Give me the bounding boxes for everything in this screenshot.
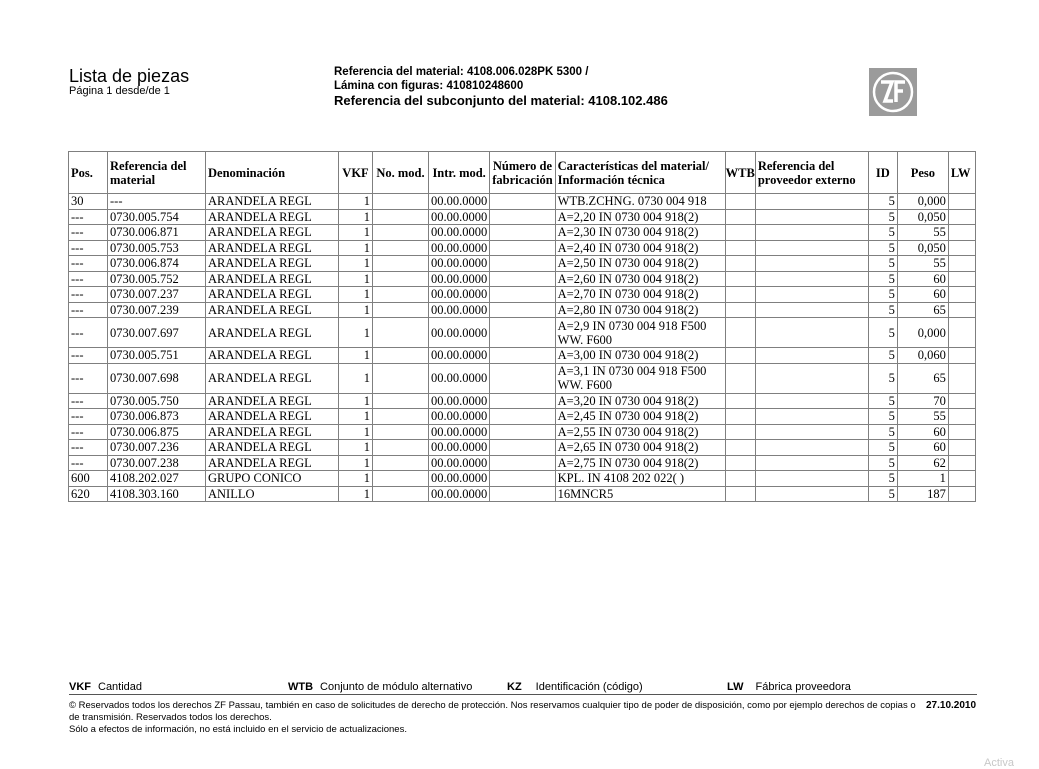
- table-row: [69, 209, 976, 225]
- cell-intr: 00.00.0000: [429, 486, 490, 502]
- cell-lw: [948, 363, 975, 393]
- cell-nfab: [490, 440, 555, 456]
- cell-prov: [755, 440, 868, 456]
- cell-vkf: 1: [339, 393, 373, 409]
- cell-wtb: [725, 348, 755, 364]
- cell-nfab: [490, 287, 555, 303]
- cell-vkf: 1: [339, 194, 373, 210]
- cell-vkf: 1: [339, 424, 373, 440]
- cell-pos: 620: [69, 486, 108, 502]
- table-row: [69, 424, 976, 440]
- cell-peso: 65: [897, 363, 948, 393]
- table-row: [69, 348, 976, 364]
- cell-vkf: 1: [339, 363, 373, 393]
- cell-intr: 00.00.0000: [429, 271, 490, 287]
- table-row: [69, 271, 976, 287]
- cell-car: A=2,9 IN 0730 004 918 F500 WW. F600: [555, 318, 725, 348]
- cell-prov: [755, 240, 868, 256]
- cell-nomod: [373, 486, 429, 502]
- table-row: [69, 256, 976, 272]
- cell-ref: 0730.005.753: [108, 240, 206, 256]
- legend-item-kz: KZ Identificación (código): [507, 681, 643, 693]
- cell-nfab: [490, 240, 555, 256]
- cell-ref: ---: [108, 194, 206, 210]
- legend-item-lw: LW Fábrica proveedora: [727, 681, 851, 693]
- zf-logo-icon: [869, 68, 917, 116]
- cell-lw: [948, 348, 975, 364]
- cell-car: A=2,30 IN 0730 004 918(2): [555, 225, 725, 241]
- cell-id: 5: [868, 363, 897, 393]
- cell-lw: [948, 424, 975, 440]
- table-row: [69, 194, 976, 210]
- table-row: [69, 318, 976, 348]
- cell-nfab: [490, 256, 555, 272]
- cell-wtb: [725, 318, 755, 348]
- cell-intr: 00.00.0000: [429, 256, 490, 272]
- legend-bar: [69, 681, 977, 695]
- col-intr-mod: Intr. mod.: [429, 152, 490, 194]
- cell-vkf: 1: [339, 225, 373, 241]
- cell-prov: [755, 256, 868, 272]
- col-characteristics: Características del material/ Información técnica: [555, 152, 725, 194]
- cell-lw: [948, 240, 975, 256]
- cell-ref: 0730.007.239: [108, 302, 206, 318]
- cell-lw: [948, 256, 975, 272]
- cell-id: 5: [868, 424, 897, 440]
- figure-sheet: Lámina con figuras: 410810248600: [334, 80, 524, 92]
- cell-den: ARANDELA REGL: [206, 363, 339, 393]
- cell-den: ARANDELA REGL: [206, 455, 339, 471]
- cell-wtb: [725, 471, 755, 487]
- cell-nfab: [490, 209, 555, 225]
- cell-id: 5: [868, 455, 897, 471]
- cell-wtb: [725, 424, 755, 440]
- cell-nomod: [373, 287, 429, 303]
- cell-den: ARANDELA REGL: [206, 287, 339, 303]
- col-lw: LW: [948, 152, 975, 194]
- col-no-mod: No. mod.: [373, 152, 429, 194]
- cell-ref: 4108.303.160: [108, 486, 206, 502]
- legend-item-vkf: VKF Cantidad: [69, 681, 143, 693]
- col-external-supplier-ref: Referencia del proveedor externo: [755, 152, 868, 194]
- cell-vkf: 1: [339, 287, 373, 303]
- cell-wtb: [725, 240, 755, 256]
- cell-prov: [755, 471, 868, 487]
- table-row: [69, 471, 976, 487]
- cell-peso: 62: [897, 455, 948, 471]
- cell-pos: ---: [69, 455, 108, 471]
- cell-id: 5: [868, 409, 897, 425]
- cell-intr: 00.00.0000: [429, 302, 490, 318]
- cell-den: ARANDELA REGL: [206, 209, 339, 225]
- cell-intr: 00.00.0000: [429, 240, 490, 256]
- cell-peso: 60: [897, 287, 948, 303]
- cell-den: ARANDELA REGL: [206, 240, 339, 256]
- cell-nomod: [373, 240, 429, 256]
- cell-den: ARANDELA REGL: [206, 409, 339, 425]
- cell-car: A=2,20 IN 0730 004 918(2): [555, 209, 725, 225]
- cell-lw: [948, 409, 975, 425]
- cell-pos: ---: [69, 209, 108, 225]
- cell-nomod: [373, 318, 429, 348]
- cell-ref: 0730.006.871: [108, 225, 206, 241]
- cell-wtb: [725, 194, 755, 210]
- cell-nomod: [373, 455, 429, 471]
- cell-wtb: [725, 271, 755, 287]
- cell-intr: 00.00.0000: [429, 225, 490, 241]
- cell-prov: [755, 363, 868, 393]
- cell-id: 5: [868, 287, 897, 303]
- cell-pos: ---: [69, 225, 108, 241]
- cell-den: ARANDELA REGL: [206, 440, 339, 456]
- cell-peso: 0,050: [897, 240, 948, 256]
- cell-nomod: [373, 209, 429, 225]
- cell-ref: 0730.007.237: [108, 287, 206, 303]
- cell-ref: 0730.005.752: [108, 271, 206, 287]
- cell-pos: ---: [69, 363, 108, 393]
- cell-nfab: [490, 225, 555, 241]
- cell-intr: 00.00.0000: [429, 318, 490, 348]
- cell-vkf: 1: [339, 209, 373, 225]
- cell-vkf: 1: [339, 318, 373, 348]
- col-vkf: VKF: [339, 152, 373, 194]
- cell-nfab: [490, 302, 555, 318]
- cell-pos: ---: [69, 287, 108, 303]
- cell-intr: 00.00.0000: [429, 287, 490, 303]
- cell-lw: [948, 440, 975, 456]
- cell-peso: 1: [897, 471, 948, 487]
- cell-den: ARANDELA REGL: [206, 348, 339, 364]
- cell-id: 5: [868, 225, 897, 241]
- cell-nfab: [490, 318, 555, 348]
- cell-ref: 0730.007.236: [108, 440, 206, 456]
- cell-ref: 0730.007.698: [108, 363, 206, 393]
- copyright-notice: © Reservados todos los derechos ZF Passau, también en caso de solicitudes de derecho de protección. Nos reservamos cualquier tipo de poder de disposición, como por ejemplo derechos de copias o de transmisión. Reservados todos los derechos.: [69, 700, 916, 723]
- cell-prov: [755, 486, 868, 502]
- cell-wtb: [725, 393, 755, 409]
- cell-vkf: 1: [339, 409, 373, 425]
- cell-id: 5: [868, 440, 897, 456]
- cell-nomod: [373, 271, 429, 287]
- cell-id: 5: [868, 256, 897, 272]
- cell-wtb: [725, 302, 755, 318]
- cell-car: A=2,65 IN 0730 004 918(2): [555, 440, 725, 456]
- cell-vkf: 1: [339, 455, 373, 471]
- table-row: [69, 440, 976, 456]
- cell-lw: [948, 393, 975, 409]
- cell-lw: [948, 471, 975, 487]
- cell-car: A=2,45 IN 0730 004 918(2): [555, 409, 725, 425]
- cell-intr: 00.00.0000: [429, 455, 490, 471]
- cell-nfab: [490, 194, 555, 210]
- legend-item-wtb: WTB Conjunto de módulo alternativo: [288, 681, 473, 693]
- cell-den: ARANDELA REGL: [206, 424, 339, 440]
- cell-ref: 0730.006.873: [108, 409, 206, 425]
- watermark: Activa: [984, 757, 1014, 769]
- cell-car: KPL. IN 4108 202 022( ): [555, 471, 725, 487]
- cell-lw: [948, 225, 975, 241]
- cell-nomod: [373, 424, 429, 440]
- cell-prov: [755, 194, 868, 210]
- cell-den: ARANDELA REGL: [206, 194, 339, 210]
- cell-id: 5: [868, 240, 897, 256]
- cell-peso: 55: [897, 409, 948, 425]
- cell-pos: ---: [69, 302, 108, 318]
- cell-intr: 00.00.0000: [429, 209, 490, 225]
- page-info: Página 1 desde/de 1: [69, 85, 170, 97]
- cell-car: A=2,50 IN 0730 004 918(2): [555, 256, 725, 272]
- col-weight: Peso: [897, 152, 948, 194]
- cell-pos: ---: [69, 393, 108, 409]
- cell-prov: [755, 455, 868, 471]
- cell-peso: 0,060: [897, 348, 948, 364]
- cell-wtb: [725, 363, 755, 393]
- cell-pos: ---: [69, 271, 108, 287]
- cell-wtb: [725, 287, 755, 303]
- cell-nfab: [490, 455, 555, 471]
- table-row: [69, 287, 976, 303]
- page-title: Lista de piezas: [69, 66, 190, 86]
- cell-pos: ---: [69, 409, 108, 425]
- cell-wtb: [725, 409, 755, 425]
- cell-lw: [948, 318, 975, 348]
- col-pos: Pos.: [69, 152, 108, 194]
- cell-nomod: [373, 363, 429, 393]
- cell-nomod: [373, 409, 429, 425]
- cell-id: 5: [868, 486, 897, 502]
- cell-lw: [948, 194, 975, 210]
- cell-nomod: [373, 348, 429, 364]
- cell-pos: ---: [69, 424, 108, 440]
- cell-vkf: 1: [339, 240, 373, 256]
- cell-vkf: 1: [339, 440, 373, 456]
- cell-pos: ---: [69, 240, 108, 256]
- cell-car: A=2,55 IN 0730 004 918(2): [555, 424, 725, 440]
- cell-id: 5: [868, 194, 897, 210]
- cell-pos: ---: [69, 256, 108, 272]
- table-header-row: [69, 152, 976, 194]
- cell-peso: 55: [897, 256, 948, 272]
- cell-ref: 4108.202.027: [108, 471, 206, 487]
- cell-car: A=2,40 IN 0730 004 918(2): [555, 240, 725, 256]
- cell-lw: [948, 209, 975, 225]
- cell-id: 5: [868, 348, 897, 364]
- table-row: [69, 486, 976, 502]
- cell-lw: [948, 302, 975, 318]
- col-id: ID: [868, 152, 897, 194]
- cell-intr: 00.00.0000: [429, 409, 490, 425]
- cell-intr: 00.00.0000: [429, 393, 490, 409]
- cell-car: 16MNCR5: [555, 486, 725, 502]
- cell-nomod: [373, 256, 429, 272]
- cell-prov: [755, 348, 868, 364]
- cell-den: ARANDELA REGL: [206, 318, 339, 348]
- cell-den: ARANDELA REGL: [206, 393, 339, 409]
- cell-lw: [948, 287, 975, 303]
- cell-car: WTB.ZCHNG. 0730 004 918: [555, 194, 725, 210]
- cell-den: ARANDELA REGL: [206, 225, 339, 241]
- cell-ref: 0730.005.751: [108, 348, 206, 364]
- cell-intr: 00.00.0000: [429, 348, 490, 364]
- cell-peso: 60: [897, 440, 948, 456]
- cell-id: 5: [868, 318, 897, 348]
- table-row: [69, 455, 976, 471]
- parts-table: [68, 151, 976, 502]
- cell-den: ARANDELA REGL: [206, 271, 339, 287]
- cell-vkf: 1: [339, 271, 373, 287]
- cell-ref: 0730.007.697: [108, 318, 206, 348]
- col-fabrication-number: Número de fabricación: [490, 152, 555, 194]
- cell-car: A=3,1 IN 0730 004 918 F500 WW. F600: [555, 363, 725, 393]
- cell-prov: [755, 318, 868, 348]
- cell-peso: 65: [897, 302, 948, 318]
- disclaimer: Sólo a efectos de información, no está incluido en el servicio de actualizaciones.: [69, 724, 407, 735]
- cell-wtb: [725, 455, 755, 471]
- col-denomination: Denominación: [206, 152, 339, 194]
- cell-car: A=3,00 IN 0730 004 918(2): [555, 348, 725, 364]
- cell-peso: 187: [897, 486, 948, 502]
- cell-nomod: [373, 302, 429, 318]
- cell-prov: [755, 424, 868, 440]
- cell-car: A=2,75 IN 0730 004 918(2): [555, 455, 725, 471]
- cell-prov: [755, 302, 868, 318]
- subassembly-reference: Referencia del subconjunto del material: 4108.102.486: [334, 93, 668, 108]
- cell-nomod: [373, 440, 429, 456]
- cell-wtb: [725, 225, 755, 241]
- cell-nomod: [373, 393, 429, 409]
- cell-nfab: [490, 486, 555, 502]
- cell-car: A=2,60 IN 0730 004 918(2): [555, 271, 725, 287]
- cell-vkf: 1: [339, 471, 373, 487]
- cell-peso: 0,000: [897, 194, 948, 210]
- cell-peso: 0,000: [897, 318, 948, 348]
- cell-lw: [948, 271, 975, 287]
- cell-wtb: [725, 440, 755, 456]
- cell-vkf: 1: [339, 302, 373, 318]
- cell-nomod: [373, 471, 429, 487]
- cell-intr: 00.00.0000: [429, 471, 490, 487]
- table-row: [69, 240, 976, 256]
- table-row: [69, 393, 976, 409]
- cell-ref: 0730.007.238: [108, 455, 206, 471]
- print-date: 27.10.2010: [926, 700, 977, 711]
- cell-nfab: [490, 424, 555, 440]
- col-material-ref: Referencia del material: [108, 152, 206, 194]
- cell-prov: [755, 287, 868, 303]
- cell-intr: 00.00.0000: [429, 440, 490, 456]
- cell-ref: 0730.006.875: [108, 424, 206, 440]
- cell-car: A=2,80 IN 0730 004 918(2): [555, 302, 725, 318]
- cell-nfab: [490, 471, 555, 487]
- cell-wtb: [725, 486, 755, 502]
- col-wtb: WTB: [725, 152, 755, 194]
- cell-car: A=3,20 IN 0730 004 918(2): [555, 393, 725, 409]
- cell-ref: 0730.006.874: [108, 256, 206, 272]
- cell-prov: [755, 209, 868, 225]
- cell-peso: 70: [897, 393, 948, 409]
- cell-nfab: [490, 393, 555, 409]
- reference-block: [334, 65, 668, 108]
- table-row: [69, 409, 976, 425]
- cell-prov: [755, 225, 868, 241]
- table-row: [69, 363, 976, 393]
- cell-wtb: [725, 209, 755, 225]
- cell-ref: 0730.005.750: [108, 393, 206, 409]
- cell-peso: 0,050: [897, 209, 948, 225]
- cell-id: 5: [868, 271, 897, 287]
- cell-nfab: [490, 363, 555, 393]
- cell-vkf: 1: [339, 348, 373, 364]
- cell-intr: 00.00.0000: [429, 363, 490, 393]
- cell-nomod: [373, 225, 429, 241]
- cell-nfab: [490, 348, 555, 364]
- table-row: [69, 225, 976, 241]
- cell-intr: 00.00.0000: [429, 194, 490, 210]
- cell-id: 5: [868, 471, 897, 487]
- cell-id: 5: [868, 393, 897, 409]
- cell-id: 5: [868, 209, 897, 225]
- cell-pos: ---: [69, 348, 108, 364]
- cell-den: ARANDELA REGL: [206, 256, 339, 272]
- cell-nfab: [490, 409, 555, 425]
- cell-prov: [755, 393, 868, 409]
- cell-pos: ---: [69, 318, 108, 348]
- cell-prov: [755, 271, 868, 287]
- cell-nfab: [490, 271, 555, 287]
- cell-pos: ---: [69, 440, 108, 456]
- cell-pos: 30: [69, 194, 108, 210]
- cell-den: ANILLO: [206, 486, 339, 502]
- cell-peso: 55: [897, 225, 948, 241]
- cell-prov: [755, 409, 868, 425]
- cell-vkf: 1: [339, 486, 373, 502]
- table-row: [69, 302, 976, 318]
- footer-text: [69, 700, 977, 736]
- cell-lw: [948, 486, 975, 502]
- cell-vkf: 1: [339, 256, 373, 272]
- material-reference: Referencia del material: 4108.006.028PK 5300 /: [334, 66, 589, 78]
- cell-nomod: [373, 194, 429, 210]
- cell-den: ARANDELA REGL: [206, 302, 339, 318]
- cell-id: 5: [868, 302, 897, 318]
- cell-intr: 00.00.0000: [429, 424, 490, 440]
- cell-ref: 0730.005.754: [108, 209, 206, 225]
- cell-lw: [948, 455, 975, 471]
- cell-peso: 60: [897, 271, 948, 287]
- cell-den: GRUPO CONICO: [206, 471, 339, 487]
- cell-car: A=2,70 IN 0730 004 918(2): [555, 287, 725, 303]
- cell-peso: 60: [897, 424, 948, 440]
- cell-wtb: [725, 256, 755, 272]
- cell-pos: 600: [69, 471, 108, 487]
